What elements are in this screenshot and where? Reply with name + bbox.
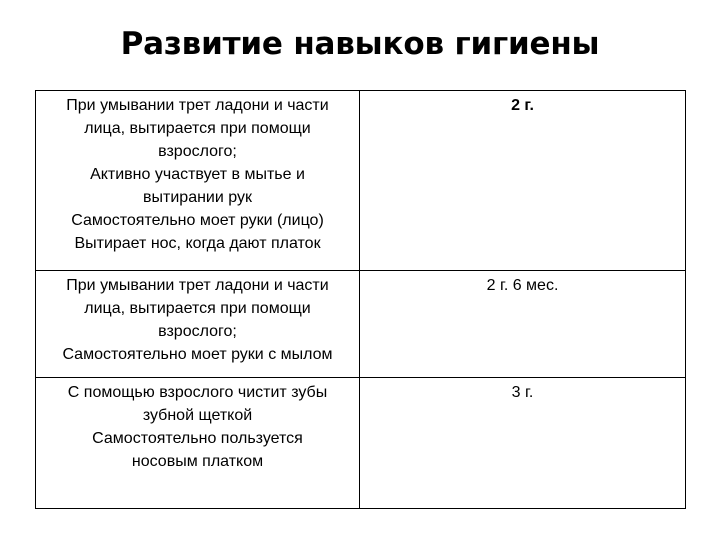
description-line: С помощью взрослого чистит зубы	[67, 384, 328, 401]
description-line: взрослого;	[158, 323, 237, 340]
table-row	[36, 91, 686, 271]
description-line: зубной щеткой	[142, 407, 253, 424]
description-line: При умывании трет ладони и части	[66, 97, 329, 114]
description-line: Самостоятельно моет руки с мылом	[62, 346, 333, 363]
age-cell	[360, 91, 686, 271]
description-line: лица, вытирается при помощи	[84, 300, 311, 317]
table-row	[36, 378, 686, 509]
age-value: 2 г. 6 мес.	[486, 277, 559, 294]
description-line: Вытирает нос, когда дают платок	[74, 235, 321, 252]
age-value: 3 г.	[511, 384, 534, 401]
skill-description-cell	[36, 91, 360, 271]
description-line: Самостоятельно пользуется	[92, 430, 303, 447]
description-line: лица, вытирается при помощи	[84, 120, 311, 137]
description-line: При умывании трет ладони и части	[66, 277, 329, 294]
skill-description-cell	[36, 378, 360, 509]
table-row	[36, 271, 686, 378]
slide-title: Развитие навыков гигиены	[120, 26, 600, 62]
description-line: носовым платком	[131, 453, 264, 470]
hygiene-skills-table	[35, 90, 686, 509]
age-value: 2 г.	[511, 97, 534, 114]
age-cell	[360, 271, 686, 378]
description-line: Самостоятельно моет руки (лицо)	[71, 212, 324, 229]
age-cell	[360, 378, 686, 509]
description-line: взрослого;	[158, 143, 237, 160]
skill-description-cell	[36, 271, 360, 378]
description-line: Активно участвует в мытье и	[90, 166, 305, 183]
description-line: вытирании рук	[143, 189, 252, 206]
